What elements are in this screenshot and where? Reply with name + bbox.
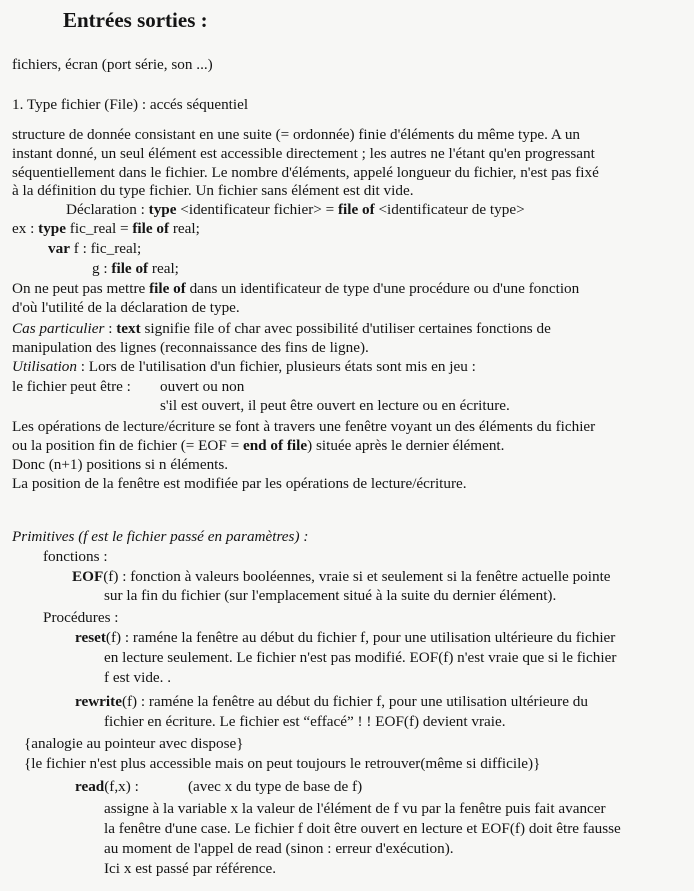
text: (f) : raméne la fenêtre au début du fichier f, pour une utilisation ultérieure du — [121, 693, 588, 710]
text: : — [104, 320, 117, 337]
text: f : fic_real; — [69, 240, 142, 257]
declaration-line — [66, 201, 525, 219]
primitive-line — [75, 693, 588, 711]
subtitle-line: fichiers, écran (port série, son ...) — [12, 56, 213, 73]
text: real; — [169, 220, 200, 237]
note-line: {analogie au pointeur avec dispose} — [24, 735, 244, 752]
paragraph-line: instant donné, un seul élément est accessible directement ; les autres ne l'étant qu'en progressant — [12, 145, 595, 162]
keyword: end of file — [242, 437, 308, 454]
example-line — [48, 240, 141, 258]
paragraph-line: La position de la fenêtre est modifiée par les opérations de lecture/écriture. — [12, 475, 467, 492]
keyword: EOF — [72, 568, 104, 585]
primitives-heading: Primitives (f est le fichier passé en paramètres) : — [12, 528, 309, 545]
primitive-line: assigne à la variable x la valeur de l'élément de f vu par la fenêtre puis fait avancer — [104, 800, 606, 817]
keyword: type — [38, 220, 66, 237]
keyword: rewrite — [75, 693, 122, 710]
text: signifie file of char avec possibilité d'utiliser certaines fonctions de — [140, 320, 551, 337]
text: g : — [92, 260, 112, 277]
example-line — [12, 220, 200, 238]
primitive-line: au moment de l'appel de read (sinon : erreur d'exécution). — [104, 840, 454, 857]
text: fic_real = — [66, 220, 133, 237]
paragraph-line: manipulation des lignes (reconnaissance des fins de ligne). — [12, 339, 369, 356]
paragraph-line — [12, 280, 579, 298]
subheading: fonctions : — [43, 548, 108, 565]
paragraph-line: Les opérations de lecture/écriture se font à travers une fenêtre voyant un des éléments du fichier — [12, 418, 596, 435]
paragraph-line: séquentiellement dans le fichier. Le nombre d'éléments, appelé longueur du fichier, n'est pas fixé — [12, 164, 599, 181]
keyword: read — [75, 778, 105, 795]
paragraph-line: à la définition du type fichier. Un fichier sans élément est dit vide. — [12, 182, 414, 199]
keyword: text — [116, 320, 141, 337]
example-line — [92, 260, 179, 278]
text: (f) : raméne la fenêtre au début du fichier f, pour une utilisation ultérieure du fichier — [105, 629, 616, 646]
text: On ne peut pas mettre — [12, 280, 150, 297]
primitive-line: sur la fin du fichier (sur l'emplacement situé à la suite du dernier élément). — [104, 587, 557, 604]
primitive-line: f est vide. . — [104, 669, 172, 686]
italic-label: Cas particulier — [12, 320, 105, 337]
text: real; — [148, 260, 179, 277]
note-line: {le fichier n'est plus accessible mais on peut toujours le retrouver(même si difficile)} — [24, 755, 541, 772]
text: ) située après le dernier élément. — [307, 437, 505, 454]
keyword: file of — [132, 220, 170, 237]
keyword: file of — [111, 260, 149, 277]
usage-line — [12, 358, 476, 376]
text: <identificateur de type> — [374, 201, 525, 218]
subheading: Procédures : — [43, 609, 119, 626]
text: ou la position fin de fichier (= EOF = — [12, 437, 243, 454]
special-case-line — [12, 320, 551, 338]
primitive-line — [75, 629, 615, 647]
text: (f) : fonction à valeurs booléennes, vraie si et seulement si la fenêtre actuelle pointe — [103, 568, 611, 585]
primitive-line: en lecture seulement. Le fichier n'est pas modifié. EOF(f) n'est vraie que si le fichier — [104, 649, 617, 666]
paragraph-line: structure de donnée consistant en une suite (= ordonnée) finie d'éléments du même type. A un — [12, 126, 581, 143]
keyword: reset — [75, 629, 106, 646]
text: ex : — [12, 220, 39, 237]
keyword: type — [148, 201, 177, 218]
text: dans un identificateur de type d'une procédure ou d'une fonction — [185, 280, 580, 297]
primitive-line — [75, 778, 139, 796]
text: : Lors de l'utilisation d'un fichier, plusieurs états sont mis en jeu : — [76, 358, 476, 375]
page-title: Entrées sorties : — [63, 8, 208, 32]
keyword: file of — [149, 280, 186, 297]
keyword: var — [48, 240, 70, 257]
state-value: ouvert ou non — [160, 378, 245, 395]
paragraph-line: Donc (n+1) positions si n éléments. — [12, 456, 229, 473]
primitive-note: (avec x du type de base de f) — [188, 778, 363, 795]
primitive-line: fichier en écriture. Le fichier est “effacé” ! ! EOF(f) devient vraie. — [104, 713, 506, 730]
paragraph-line: d'où l'utilité de la déclaration de type. — [12, 299, 240, 316]
primitive-line: la fenêtre d'une case. Le fichier f doit être ouvert en lecture et EOF(f) doit être fausse — [104, 820, 621, 837]
text: le fichier peut être : — [12, 378, 131, 395]
keyword: file of — [337, 201, 375, 218]
section-heading: 1. Type fichier (File) : accés séquentiel — [12, 96, 249, 113]
state-line — [12, 378, 131, 396]
text: Déclaration : — [66, 201, 149, 218]
primitive-line: Ici x est passé par référence. — [104, 860, 277, 877]
text: (f,x) : — [104, 778, 139, 795]
primitive-line — [72, 568, 611, 586]
italic-label: Utilisation — [12, 358, 77, 375]
text: <identificateur fichier> = — [176, 201, 338, 218]
state-value: s'il est ouvert, il peut être ouvert en lecture ou en écriture. — [160, 397, 510, 414]
paragraph-line — [12, 437, 504, 455]
